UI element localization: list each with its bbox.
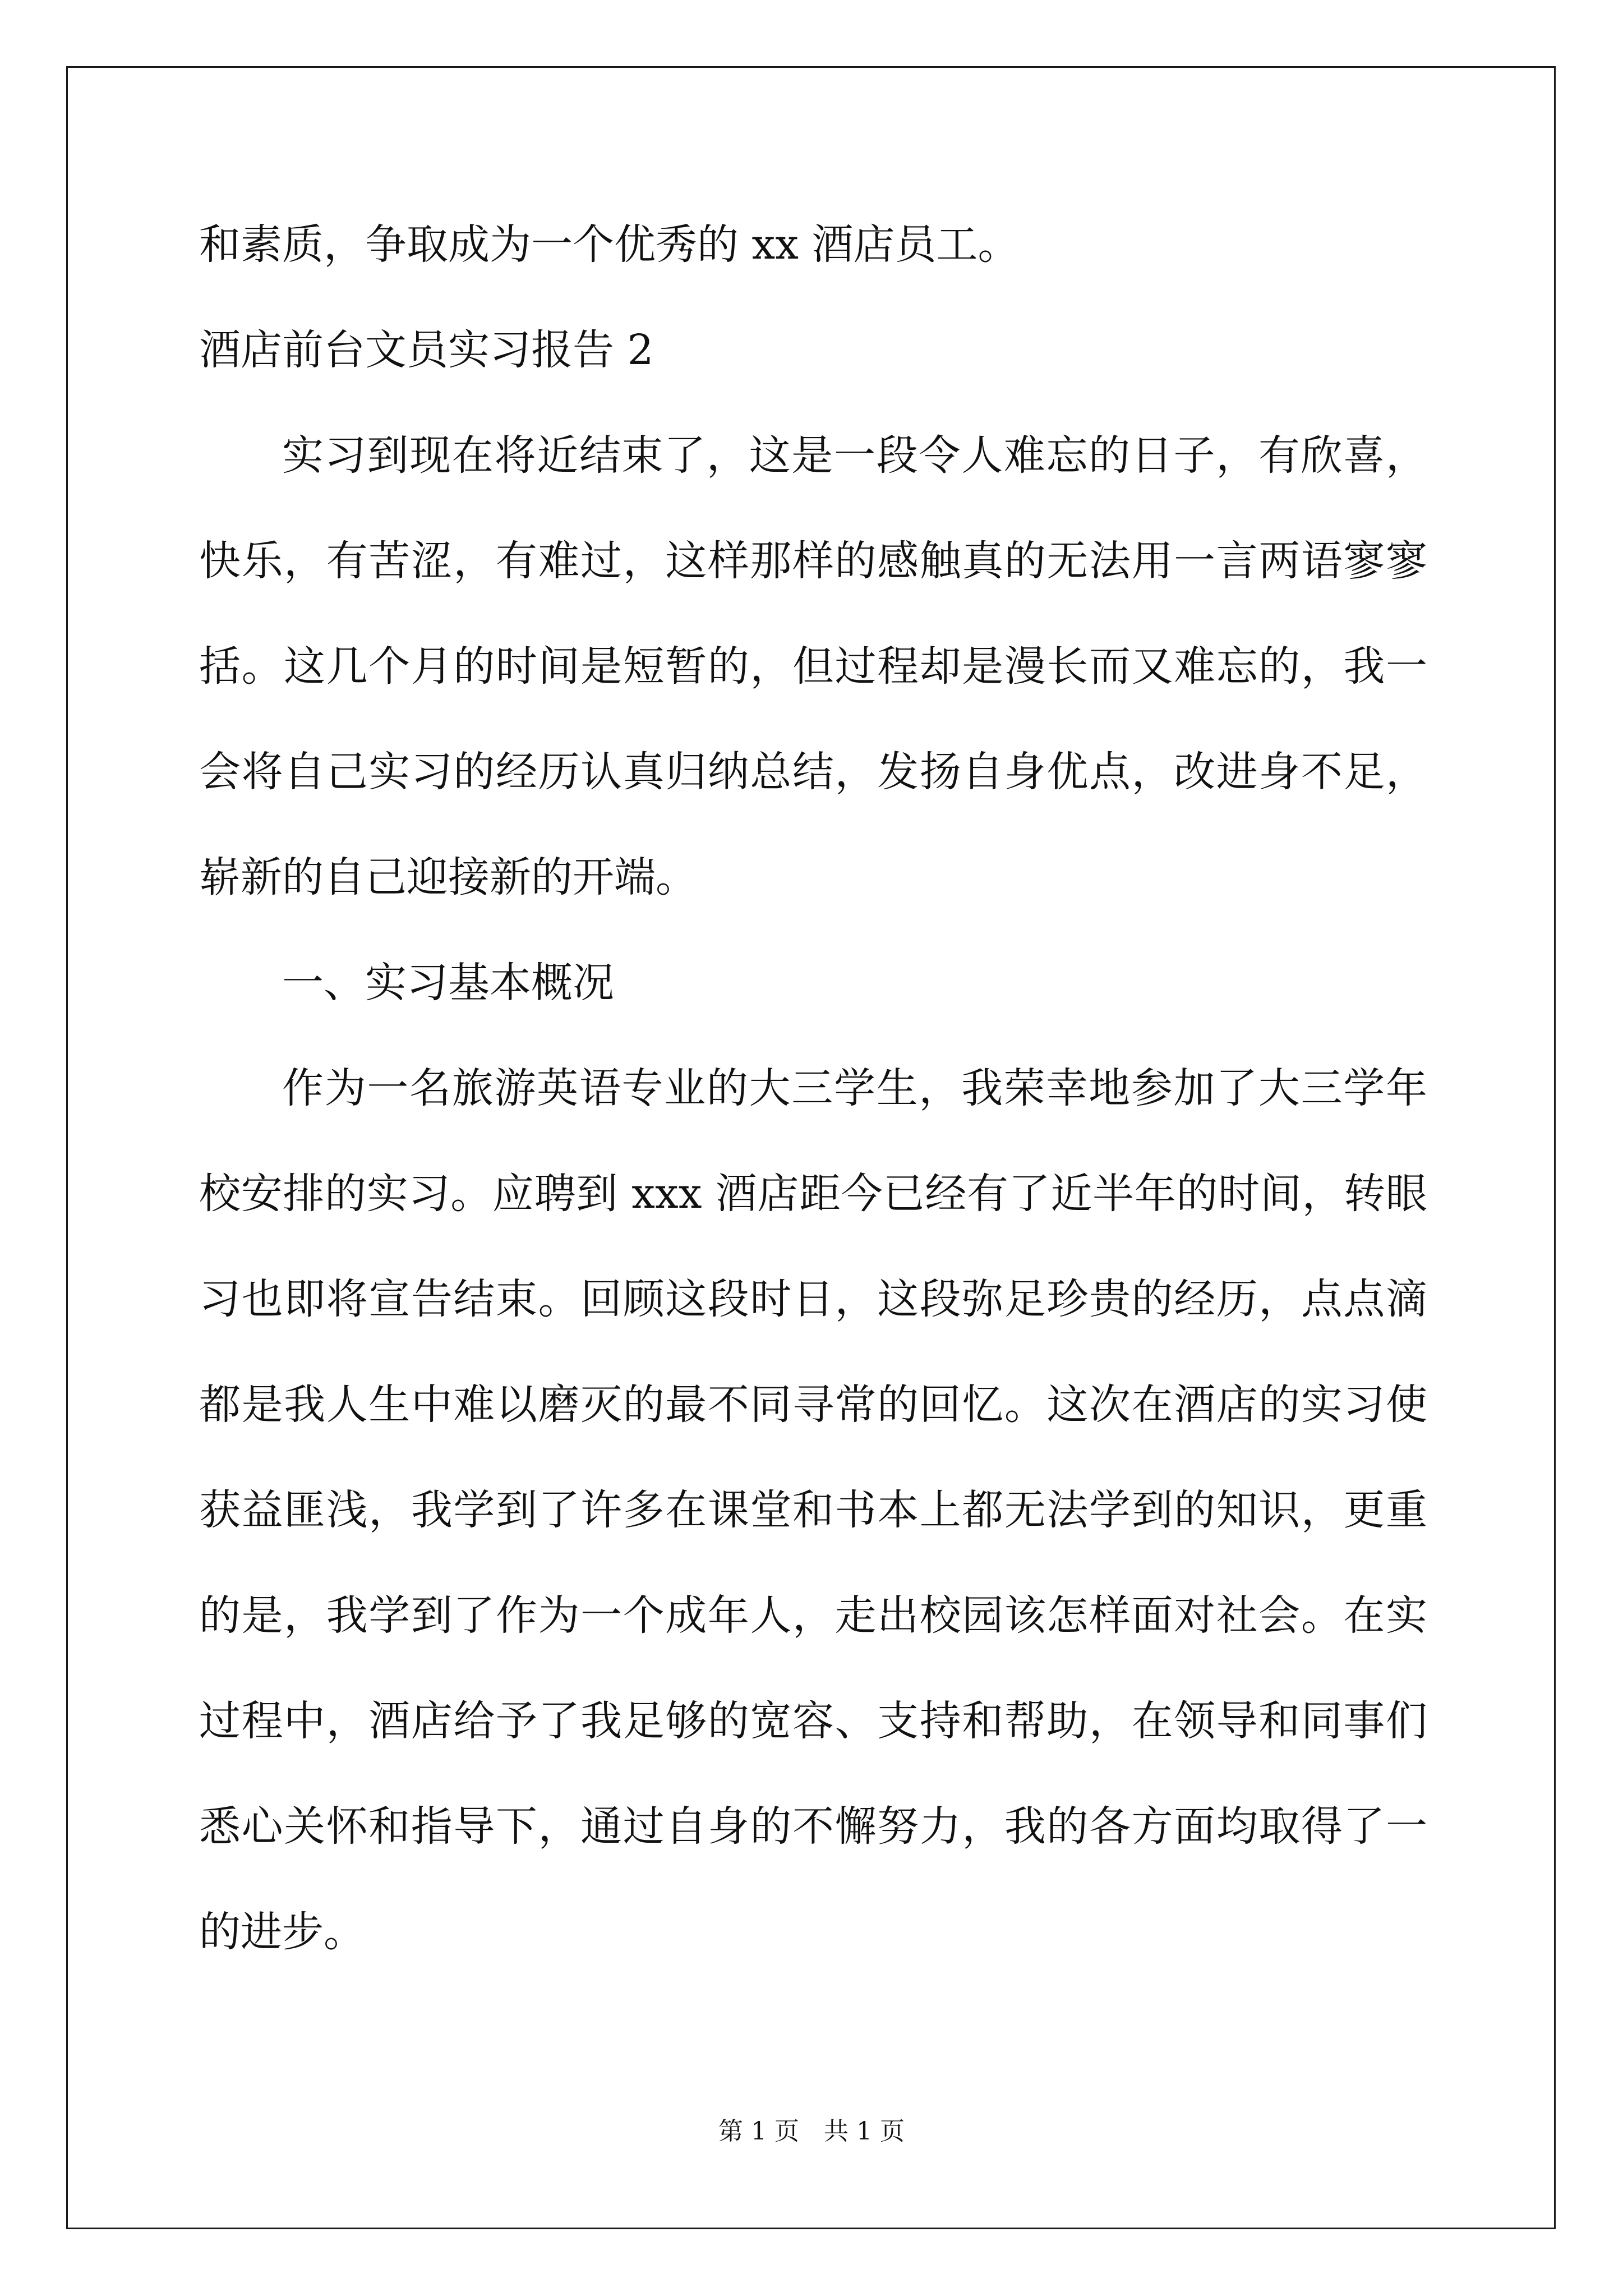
paragraph-line: 过程中，酒店给予了我足够的宽容、支持和帮助，在领导和同事们 <box>199 1697 1427 1745</box>
paragraph-line: 作为一名旅游英语专业的大三学生，我荣幸地参加了大三学年 <box>282 1064 1427 1112</box>
paragraph-line: 习也即将宣告结束。回顾这段时日，这段弥足珍贵的经历，点点滴 <box>199 1275 1427 1323</box>
paragraph-line: 获益匪浅，我学到了许多在课堂和书本上都无法学到的知识，更重 <box>199 1486 1427 1534</box>
paragraph-line: 的是，我学到了作为一个成年人，走出校园该怎样面对社会。在实 <box>199 1591 1427 1640</box>
section-heading: 酒店前台文员实习报告 2 <box>199 326 654 374</box>
paragraph-line: 实习到现在将近结束了，这是一段令人难忘的日子，有欣喜， <box>282 431 1427 480</box>
paragraph-line: 会将自己实习的经历认真归纳总结，发扬自身优点，改进身不足， <box>199 748 1427 796</box>
paragraph-line: 悉心关怀和指导下，通过自身的不懈努力，我的各方面均取得了一 <box>199 1802 1427 1851</box>
document-body <box>199 192 1427 1985</box>
paragraph-line: 崭新的自己迎接新的开端。 <box>199 853 697 901</box>
subsection-heading: 一、实习基本概况 <box>282 959 614 1007</box>
page-footer: 第 1 页 共 1 页 <box>718 2117 905 2146</box>
paragraph-line: 快乐，有苦涩，有难过，这样那样的感触真的无法用一言两语寥寥 <box>199 537 1427 585</box>
paragraph-line: 括。这几个月的时间是短暂的，但过程却是漫长而又难忘的，我一 <box>199 642 1427 691</box>
paragraph-line: 和素质，争取成为一个优秀的 xx 酒店员工。 <box>199 220 1020 269</box>
paragraph-line: 的进步。 <box>199 1908 365 1956</box>
paragraph-line: 都是我人生中难以磨灭的最不同寻常的回忆。这次在酒店的实习使 <box>199 1381 1427 1429</box>
paragraph-line: 校安排的实习。应聘到 xxx 酒店距今已经有了近半年的时间，转眼 <box>199 1170 1427 1218</box>
